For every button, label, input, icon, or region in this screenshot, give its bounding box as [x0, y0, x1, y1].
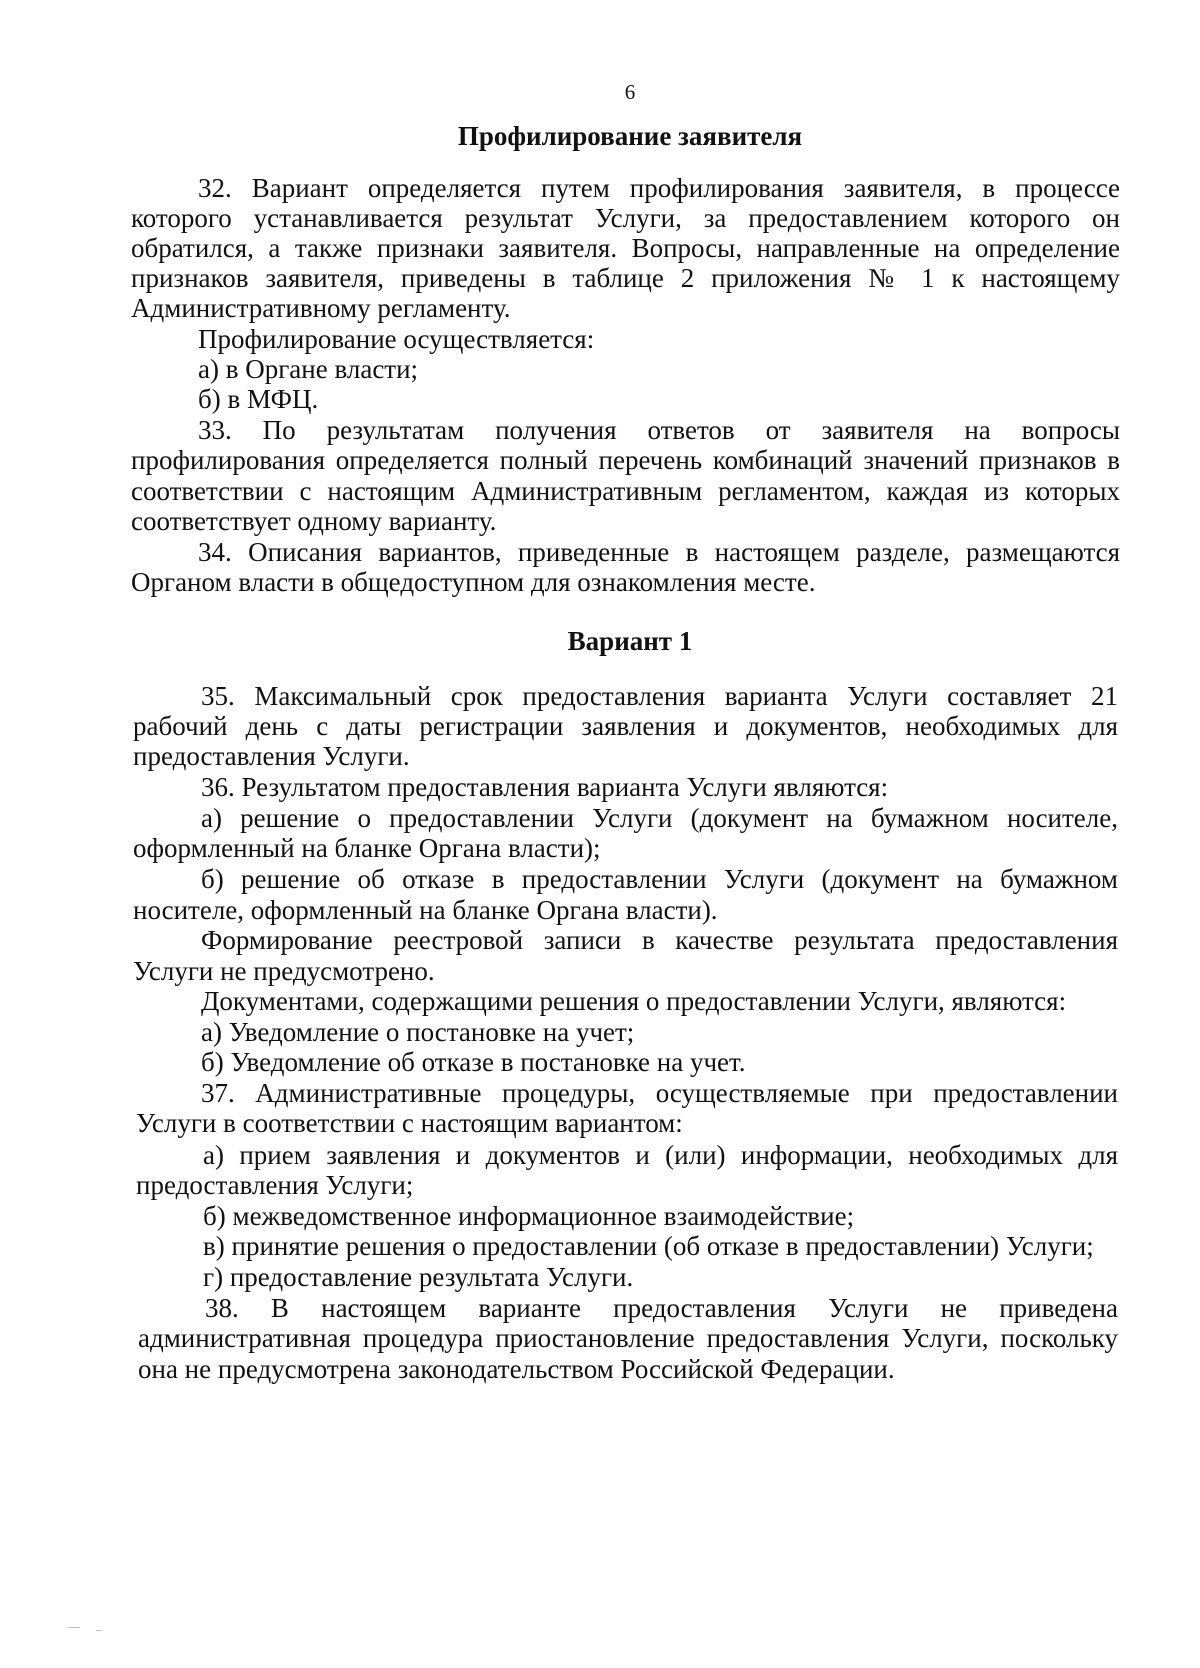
scan-artifact [96, 1630, 102, 1631]
text-line: профилирования определяется полный перечень комбинаций значений признаков в [131, 445, 1120, 475]
section-title-profiling: Профилирование заявителя [457, 121, 803, 151]
text-line: оформленный на бланке Органа власти); [133, 833, 601, 863]
text-line: рабочий день с даты регистрации заявления и документов, необходимых для [133, 711, 1118, 741]
text-line: Услуги не предусмотрено. [133, 956, 435, 986]
text-line: а) прием заявления и документов и (или) информации, необходимых для [203, 1140, 1118, 1170]
text-line: в) принятие решения о предоставлении (об отказе в предоставлении) Услуги; [203, 1231, 1094, 1261]
text-line: которого устанавливается результат Услуги, за предоставлением которого он [131, 203, 1120, 233]
text-line: она не предусмотрена законодательством Российской Федерации. [138, 1354, 895, 1384]
text-line: Услуги в соответствии с настоящим вариантом: [136, 1108, 683, 1138]
text-line: а) решение о предоставлении Услуги (документ на бумажном носителе, [201, 803, 1118, 833]
text-line: обратился, а также признаки заявителя. Вопросы, направленные на определение [131, 233, 1120, 263]
text-line: б) решение об отказе в предоставлении Услуги (документ на бумажном [201, 864, 1118, 894]
text-line: Формирование реестровой записи в качестве результата предоставления [201, 925, 1118, 955]
text-line: 32. Вариант определяется путем профилирования заявителя, в процессе [198, 173, 1120, 203]
text-line: 38. В настоящем варианте предоставления Услуги не приведена [205, 1293, 1118, 1323]
text-line: б) Уведомление об отказе в постановке на учет. [201, 1047, 746, 1077]
text-line: а) в Органе власти; [198, 354, 419, 384]
text-line: предоставления Услуги; [136, 1170, 414, 1200]
text-line: г) предоставление результата Услуги. [203, 1262, 634, 1292]
page-number: 6 [624, 80, 636, 104]
text-line: Документами, содержащими решения о предоставлении Услуги, являются: [201, 986, 1067, 1016]
text-line: признаков заявителя, приведены в таблице 2 приложения № 1 к настоящему [131, 263, 1120, 293]
scan-artifact [68, 1627, 80, 1628]
text-line: 37. Административные процедуры, осуществляемые при предоставлении [201, 1078, 1118, 1108]
text-line: административная процедура приостановление предоставления Услуги, поскольку [138, 1323, 1118, 1353]
text-line: соответствии с настоящим Административным регламентом, каждая из которых [131, 476, 1120, 506]
text-line: 35. Максимальный срок предоставления варианта Услуги составляет 21 [201, 681, 1118, 711]
text-line: Профилирование осуществляется: [198, 324, 595, 354]
text-line: а) Уведомление о постановке на учет; [201, 1017, 635, 1047]
section-title-variant: Вариант 1 [567, 626, 693, 656]
text-line: 33. По результатам получения ответов от заявителя на вопросы [198, 415, 1120, 445]
text-line: б) в МФЦ. [198, 384, 319, 414]
text-line: соответствует одному варианту. [131, 506, 497, 536]
text-line: 34. Описания вариантов, приведенные в настоящем разделе, размещаются [198, 537, 1120, 567]
text-line: Органом власти в общедоступном для ознакомления месте. [131, 567, 816, 597]
text-line: носителе, оформленный на бланке Органа власти). [133, 895, 718, 925]
text-line: предоставления Услуги. [133, 741, 410, 771]
text-line: 36. Результатом предоставления варианта Услуги являются: [201, 772, 889, 802]
text-line: б) межведомственное информационное взаимодействие; [203, 1201, 855, 1231]
text-line: Административному регламенту. [131, 293, 511, 323]
